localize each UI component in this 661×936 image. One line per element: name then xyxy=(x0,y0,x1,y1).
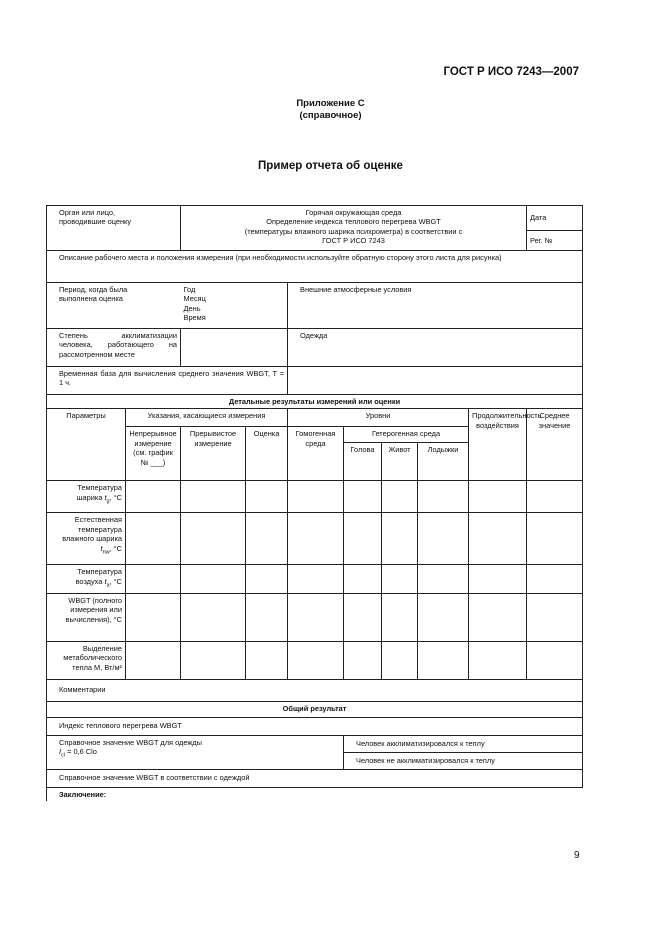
value-cell[interactable] xyxy=(382,593,418,641)
heading-cell xyxy=(181,206,527,251)
table-row xyxy=(47,565,583,593)
value-cell[interactable] xyxy=(288,565,344,593)
period-fields[interactable] xyxy=(181,283,288,329)
time-base-label-cell xyxy=(47,367,288,395)
org-label: Орган или лицо, проводившие оценку xyxy=(59,208,132,227)
annex-heading xyxy=(0,98,661,122)
col-levels: Уровни xyxy=(288,409,469,427)
comments-field[interactable] xyxy=(47,679,583,701)
value-cell[interactable] xyxy=(469,641,527,679)
value-cell[interactable] xyxy=(344,593,382,641)
row-label: Температура шарика $t_g$, °С xyxy=(47,481,126,513)
acclimatized-field[interactable] xyxy=(344,735,583,752)
sub-belly: Живот xyxy=(382,443,418,481)
value-cell[interactable] xyxy=(418,513,469,565)
wbgt-index-label: Индекс теплового перегрева WBGT xyxy=(59,721,182,731)
not-acclimatized-label: Человек не акклиматизировался к теплу xyxy=(356,755,495,765)
col-indications: Указания, касающиеся измерения xyxy=(126,409,288,427)
clothing-label: Одежда xyxy=(300,331,328,340)
value-cell[interactable] xyxy=(469,565,527,593)
sub-ankles: Лодыжки xyxy=(418,443,469,481)
time-base-field[interactable] xyxy=(288,367,583,395)
value-cell[interactable] xyxy=(288,641,344,679)
value-cell[interactable] xyxy=(288,593,344,641)
value-cell[interactable] xyxy=(126,481,181,513)
reg-label: Рег. № xyxy=(530,235,553,245)
ref-clothing-symbol: I xyxy=(59,747,62,757)
value-cell[interactable] xyxy=(344,565,382,593)
value-cell[interactable] xyxy=(344,513,382,565)
value-cell[interactable] xyxy=(181,513,246,565)
row-label: WBGT (полного измерения или вычисления), °С xyxy=(47,593,126,641)
value-cell[interactable] xyxy=(382,565,418,593)
value-cell[interactable] xyxy=(469,513,527,565)
row-label: Выделение метаболического тепла М, Вт/м² xyxy=(47,641,126,679)
value-cell[interactable] xyxy=(181,565,246,593)
acclimatization-label-cell xyxy=(47,329,181,367)
date-field[interactable] xyxy=(527,206,583,231)
value-cell[interactable] xyxy=(469,481,527,513)
value-cell[interactable] xyxy=(246,641,288,679)
workplace-description-field[interactable] xyxy=(47,251,583,283)
reg-number-field[interactable] xyxy=(527,231,583,251)
value-cell[interactable] xyxy=(126,565,181,593)
clothing-field[interactable] xyxy=(288,329,583,367)
report-heading: Горячая окружающая среда Определение индекса теплового перегрева WBGT (температуры влажного шарика психрометра) в соответствии с ГОСТ Р ИСО 7243 xyxy=(244,208,463,246)
value-cell[interactable] xyxy=(382,481,418,513)
sub-homogeneous: Гомогенная среда xyxy=(288,427,344,481)
table-row xyxy=(47,513,583,565)
report-title: Пример отчета об оценке xyxy=(258,160,403,172)
ref-clothing-value: = 0,6 Clo xyxy=(65,747,97,757)
table-row xyxy=(47,481,583,513)
value-cell[interactable] xyxy=(246,565,288,593)
not-acclimatized-field[interactable] xyxy=(344,752,583,769)
sub-continuous: Непрерывное измерение (см. график № ___) xyxy=(126,427,181,481)
value-cell[interactable] xyxy=(418,565,469,593)
ref-by-clothing-field[interactable] xyxy=(47,769,583,787)
sub-intermittent: Прерывистое измерение xyxy=(181,427,246,481)
sub-estimate: Оценка xyxy=(246,427,288,481)
table-row xyxy=(47,641,583,679)
time-base-label: Временная база для вычисления среднего значения WBGT, T = 1 ч. xyxy=(59,369,285,388)
value-cell[interactable] xyxy=(527,593,583,641)
value-cell[interactable] xyxy=(527,513,583,565)
assessment-report-form xyxy=(46,205,583,801)
period-label-cell xyxy=(47,283,181,329)
value-cell[interactable] xyxy=(344,641,382,679)
org-label-cell xyxy=(47,206,181,251)
value-cell[interactable] xyxy=(246,593,288,641)
detailed-results-title: Детальные результаты измерений или оценки xyxy=(47,395,583,409)
value-cell[interactable] xyxy=(181,593,246,641)
ref-clothing-cell xyxy=(47,735,344,769)
value-cell[interactable] xyxy=(418,641,469,679)
col-duration: Продолжительность воздействия xyxy=(469,409,527,481)
value-cell[interactable] xyxy=(382,513,418,565)
ref-clothing-label: Справочное значение WBGT для одежды xyxy=(59,737,202,747)
document-code: ГОСТ Р ИСО 7243—2007 xyxy=(443,66,579,78)
value-cell[interactable] xyxy=(246,513,288,565)
row-label: Естественная температура влажного шарика $t_{nw}$, °С xyxy=(47,513,126,565)
col-average: Среднее значение xyxy=(527,409,583,481)
period-field-names: Год Месяц День Время xyxy=(183,285,206,323)
page-number: 9 xyxy=(574,850,580,861)
acclimatized-label: Человек акклиматизировался к теплу xyxy=(356,738,485,748)
row-label: Температура воздуха $t_a$, °С xyxy=(47,565,126,593)
value-cell[interactable] xyxy=(126,513,181,565)
annex-title: Приложение С xyxy=(296,98,365,109)
value-cell[interactable] xyxy=(126,593,181,641)
wbgt-index-field[interactable] xyxy=(47,717,583,735)
value-cell[interactable] xyxy=(418,481,469,513)
annex-subtitle: (справочное) xyxy=(299,110,362,121)
comments-label: Комментарии xyxy=(59,685,106,695)
value-cell[interactable] xyxy=(527,565,583,593)
ref-clothing-subscript: cl xyxy=(61,752,66,759)
value-cell[interactable] xyxy=(246,481,288,513)
value-cell[interactable] xyxy=(288,513,344,565)
value-cell[interactable] xyxy=(527,481,583,513)
atmospheric-conditions-label: Внешние атмосферные условия xyxy=(300,285,412,294)
table-row xyxy=(47,593,583,641)
overall-result-title: Общий результат xyxy=(47,701,583,717)
atmospheric-conditions-field[interactable] xyxy=(288,283,583,329)
conclusion-field[interactable] xyxy=(47,787,583,801)
sub-heterogeneous: Гетерогенная среда xyxy=(344,427,469,443)
period-label: Период, когда была выполнена оценка xyxy=(59,285,128,304)
value-cell[interactable] xyxy=(382,641,418,679)
conclusion-label: Заключение: xyxy=(59,789,107,799)
value-cell[interactable] xyxy=(469,593,527,641)
value-cell[interactable] xyxy=(418,593,469,641)
date-label: Дата xyxy=(530,213,547,223)
value-cell[interactable] xyxy=(344,481,382,513)
value-cell[interactable] xyxy=(181,481,246,513)
col-params: Параметры xyxy=(47,409,126,481)
acclimatization-field[interactable] xyxy=(181,329,288,367)
value-cell[interactable] xyxy=(288,481,344,513)
value-cell[interactable] xyxy=(527,641,583,679)
workplace-description-label: Описание рабочего места и положения измерения (при необходимости используйте обратную сторону этого листа для рисунка) xyxy=(59,253,502,262)
value-cell[interactable] xyxy=(126,641,181,679)
ref-by-clothing-label: Справочное значение WBGT в соответствии с одеждой xyxy=(59,773,250,783)
value-cell[interactable] xyxy=(181,641,246,679)
acclimatization-label: Степень акклиматизации человека, работающего на рассмотренном месте xyxy=(59,331,178,359)
sub-head: Голова xyxy=(344,443,382,481)
